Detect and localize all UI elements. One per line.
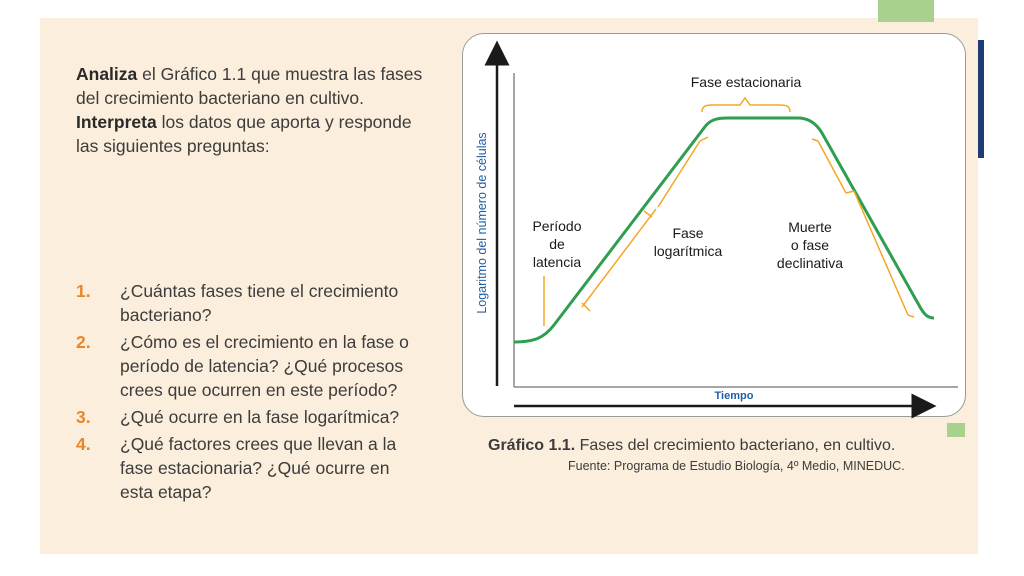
intro-text-1: el Gráfico 1.1 que muestra las fases del crecimiento bacteriano en cultivo. — [76, 64, 423, 108]
question-text: ¿Qué factores crees que llevan a la fase estacionaria? ¿Qué ocurre en esta etapa? — [120, 434, 397, 502]
question-item — [76, 279, 426, 327]
question-number: 3. — [76, 407, 91, 427]
logarithmic-label-line1: Fase — [672, 225, 704, 241]
intro-bold-interpreta: Interpreta — [76, 112, 157, 132]
question-list — [76, 279, 426, 507]
latency-label-line2: de — [549, 236, 565, 252]
question-item — [76, 432, 426, 504]
question-text: ¿Cómo es el crecimiento en la fase o período de latencia? ¿Qué procesos crees que ocurren en este período? — [120, 332, 409, 400]
latency-label-line1: Período — [532, 218, 582, 234]
y-axis-label: Logaritmo del número de células — [475, 132, 489, 314]
question-number: 4. — [76, 434, 91, 454]
question-text: ¿Cuántas fases tiene el crecimiento bacteriano? — [120, 281, 399, 325]
caption-bold: Gráfico 1.1. — [488, 437, 576, 454]
logarithmic-bracket — [582, 137, 708, 311]
question-text: ¿Qué ocurre en la fase logarítmica? — [120, 407, 400, 427]
decorative-bar — [978, 40, 984, 158]
decline-label-line1: Muerte — [788, 219, 832, 235]
caption-text: Fases del crecimiento bacteriano, en cultivo. — [575, 437, 896, 454]
figure-caption — [488, 437, 895, 455]
x-axis-label: Tiempo — [714, 390, 754, 402]
question-number: 1. — [76, 281, 91, 301]
question-item — [76, 405, 426, 429]
stationary-bracket — [702, 98, 790, 112]
intro-bold-analiza: Analiza — [76, 64, 138, 84]
decline-label-line3: declinativa — [776, 255, 844, 271]
figure-source: Fuente: Programa de Estudio Biología, 4º Medio, MINEDUC. — [568, 459, 905, 473]
decline-label-line2: o fase — [790, 237, 830, 253]
question-number: 2. — [76, 332, 91, 352]
latency-label-line3: latencia — [532, 254, 582, 270]
decorative-tab — [878, 0, 934, 22]
intro-text-2: los datos que aporta y responde las siguientes preguntas: — [76, 112, 412, 156]
decorative-square — [947, 423, 965, 437]
logarithmic-label-line2: logarítmica — [653, 243, 723, 259]
intro-paragraph — [76, 62, 426, 158]
stationary-label: Fase estacionaria — [690, 74, 802, 90]
question-item — [76, 330, 426, 402]
growth-chart — [462, 33, 966, 419]
